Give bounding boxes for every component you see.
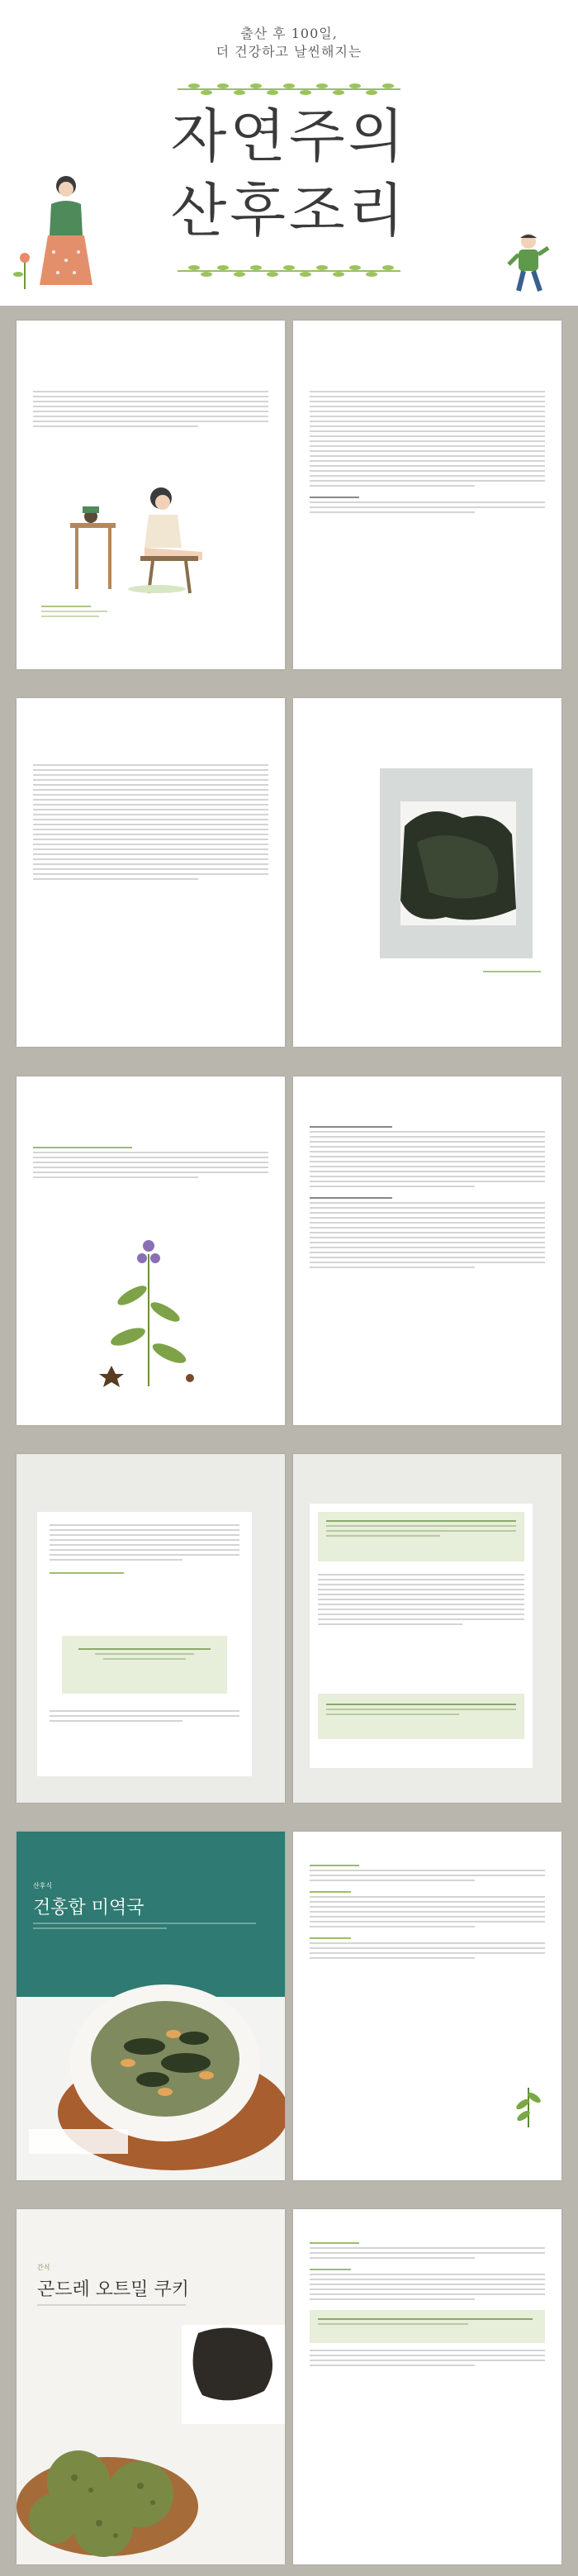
spread2-left-text (33, 764, 268, 883)
woman-illustration (33, 169, 99, 293)
formula-box (62, 1636, 227, 1694)
spread2-right-page (293, 698, 561, 1047)
spread3-left-text (33, 1147, 268, 1181)
cover-subtitle-line2: 더 건강하고 날씬해지는 (216, 44, 362, 59)
bottom-vine-decoration (178, 264, 400, 278)
leaf-decoration (512, 2079, 545, 2129)
woman-drinking-tea-illustration (62, 465, 235, 597)
spread1-left-page (17, 321, 285, 669)
illustration-caption (41, 606, 116, 620)
cover (0, 0, 578, 306)
spread1-left-text (33, 391, 268, 430)
table-box (318, 1512, 524, 1561)
info-card-left (37, 1512, 252, 1776)
flower-decoration-left (8, 248, 41, 289)
herb-illustration (66, 1221, 231, 1395)
cover-title-line1: 자연주의 (170, 102, 408, 170)
info-card-right (310, 1504, 533, 1768)
photo-caption (483, 971, 541, 976)
spread1-right-page (293, 321, 561, 669)
recipe2-instructions (310, 2242, 545, 2369)
recipe2-instructions-page (293, 2209, 561, 2564)
recipe1-intro (33, 1922, 256, 1932)
seaweed-photo (380, 768, 533, 958)
recipe1-photo-page (17, 1832, 285, 2180)
spread4-left-page (17, 1454, 285, 1803)
spread2-left-page (17, 698, 285, 1047)
cover-subtitle-line1: 출산 후 100일, (240, 26, 338, 41)
recipe2-title: 곤드레 오트밀 쿠키 (37, 2279, 190, 2300)
spread4-right-page (293, 1454, 561, 1803)
recipe2-photo-page (17, 2209, 285, 2564)
note-box (318, 1694, 524, 1739)
spread3-right-text (310, 1126, 545, 1271)
recipe1-instructions-page (293, 1832, 561, 2180)
spread3-right-page (293, 1077, 561, 1425)
recipe1-instructions (310, 1865, 545, 1962)
recipe2-intro (37, 2304, 186, 2309)
recipe2-tip-box (310, 2310, 545, 2343)
spread1-right-text (310, 391, 545, 516)
recipe2-tag: 간식 (37, 2264, 50, 2271)
child-illustration (504, 231, 553, 297)
recipe1-tag: 산후식 (33, 1882, 53, 1889)
seaweed-soup-photo (29, 1956, 285, 2180)
oatmeal-cookie-photo (17, 2317, 285, 2564)
recipe1-title: 건홍합 미역국 (33, 1898, 144, 1918)
spread3-left-page (17, 1077, 285, 1425)
top-vine-decoration (178, 83, 400, 96)
cover-title-line2: 산후조리 (170, 177, 408, 245)
